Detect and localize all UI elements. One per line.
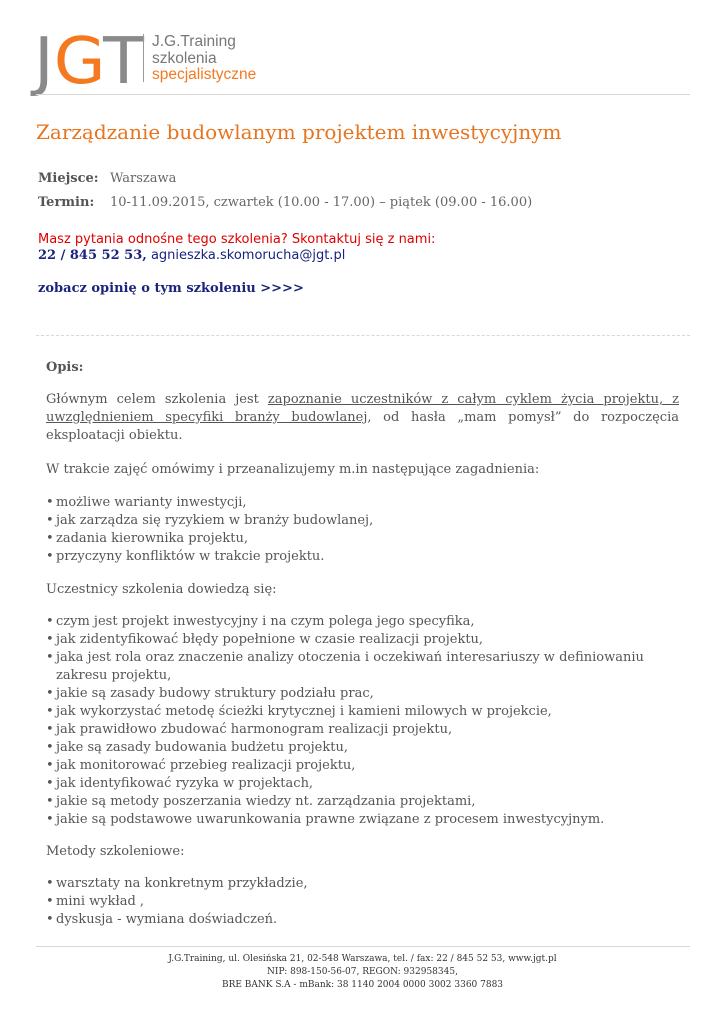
list-item: • zadania kierownika projektu, [46, 530, 679, 548]
topics-list [46, 494, 679, 566]
list-item: • warsztaty na konkretnym przykładzie, [46, 875, 679, 893]
list-item: • jaka jest rola oraz znaczenie analizy otoczenia i oczekiwań interesariuszy w definiowaniu zakresu projektu, [46, 649, 679, 685]
footer-divider [36, 946, 690, 947]
list-item: • jak zidentyfikować błędy popełnione w czasie realizacji projektu, [46, 631, 679, 649]
logo-company-name: J.G.Training [152, 33, 236, 50]
list-item: • jak zarządza się ryzykiem w branży budowlanej, [46, 512, 679, 530]
learn-intro: Uczestnicy szkolenia dowiedzą się: [46, 582, 277, 597]
footer [0, 953, 725, 992]
list-item: • jak wykorzystać metodę ścieżki krytycznej i kamieni milowych w projekcie, [46, 703, 679, 721]
description-label: Opis: [46, 360, 84, 375]
contact-phone: 22 / 845 52 53, [38, 248, 147, 263]
logo-divider [143, 34, 144, 82]
date-value: 10-11.09.2015, czwartek (10.00 - 17.00) – piątek (09.00 - 16.00) [110, 195, 533, 210]
header-divider [36, 94, 690, 95]
list-item: • jakie są metody poszerzania wiedzy nt. zarządzania projektami, [46, 793, 679, 811]
jgt-logo [34, 25, 146, 99]
section-divider [36, 335, 690, 336]
list-item: • jak monitorować przebieg realizacji projektu, [46, 757, 679, 775]
topics-intro: W trakcie zajęć omówimy i przeanalizujemy m.in następujące zagadnienia: [46, 462, 540, 477]
list-item: • możliwe warianty inwestycji, [46, 494, 679, 512]
logo-letter-t: T [103, 25, 143, 99]
contact-line [38, 248, 345, 263]
logo-tagline-2: specjalistyczne [152, 66, 257, 83]
methods-intro: Metody szkoleniowe: [46, 844, 185, 859]
logo-tagline-1: szkolenia [152, 50, 217, 67]
footer-address: J.G.Training, ul. Olesińska 21, 02-548 Warszawa, tel. / fax: 22 / 845 52 53, www.jgt.pl [168, 954, 557, 964]
contact-email-link[interactable]: agnieszka.skomorucha@jgt.pl [150, 248, 346, 263]
intro-underlined: zapoznanie uczestników z całym cyklem życia projektu, z uwzględnieniem specyfiki branży budowlanej [46, 392, 679, 425]
list-item: • jak identyfikować ryzyka w projektach, [46, 775, 679, 793]
list-item: • dyskusja - wymiana doświadczeń. [46, 911, 679, 929]
contact-question: Masz pytania odnośne tego szkolenia? Skontaktuj się z nami: [38, 232, 436, 247]
list-item: • czym jest projekt inwestycyjny i na czym polega jego specyfika, [46, 613, 679, 631]
logo-letter-j: J [34, 25, 53, 99]
list-item: • jake są zasady budowania budżetu projektu, [46, 739, 679, 757]
methods-list [46, 875, 679, 929]
learn-list [46, 613, 679, 829]
place-label: Miejsce: [38, 171, 99, 186]
list-item: • mini wykład , [46, 893, 679, 911]
list-item: • jak prawidłowo zbudować harmonogram realizacji projektu, [46, 721, 679, 739]
list-item: • przyczyny konfliktów w trakcie projektu. [46, 548, 679, 566]
intro-prefix: Głównym celem szkolenia jest [46, 392, 268, 407]
svg-text:JGT [30, 25, 145, 99]
footer-bank: BRE BANK S.A - mBank: 38 1140 2004 0000 3002 3360 7883 [221, 980, 504, 990]
page-title: Zarządzanie budowlanym projektem inwestycyjnym [36, 120, 562, 144]
list-item: • jakie są podstawowe uwarunkowania prawne związane z procesem inwestycyjnym. [46, 811, 679, 829]
date-label: Termin: [38, 195, 95, 210]
footer-registration: NIP: 898-150-56-07, REGON: 932958345, [267, 967, 458, 977]
intro-suffix: , od hasła „mam pomysł” do rozpoczęcia eksploatacji obiektu. [46, 410, 679, 443]
list-item: • jakie są zasady budowy struktury podziału prac, [46, 685, 679, 703]
logo-letter-g: G [53, 25, 102, 99]
opinion-link[interactable]: zobacz opinię o tym szkoleniu >>>> [38, 281, 304, 296]
intro-paragraph [46, 391, 679, 445]
place-value: Warszawa [110, 171, 177, 186]
